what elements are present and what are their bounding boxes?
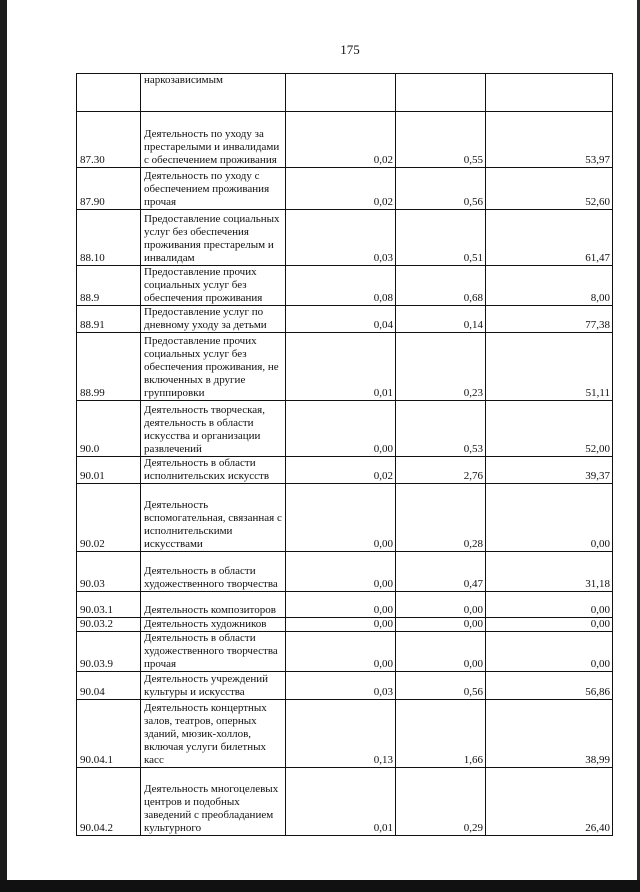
- value-col-3: 0,00: [486, 632, 613, 672]
- table-row: [77, 333, 613, 401]
- value-col-1: 0,13: [286, 700, 396, 768]
- activity-description: Предоставление прочих социальных услуг без обеспечения проживания: [141, 266, 286, 306]
- activity-description: Предоставление социальных услуг без обеспечения проживания престарелым и инвалидам: [141, 210, 286, 266]
- value-col-2: 0,28: [396, 484, 486, 552]
- value-col-2: 0,56: [396, 672, 486, 700]
- value-col-3: 26,40: [486, 768, 613, 836]
- activity-description: Деятельность многоцелевых центров и подобных заведений с преобладанием культурного: [141, 768, 286, 836]
- value-col-1: [286, 74, 396, 112]
- value-col-3: 52,00: [486, 401, 613, 457]
- value-col-2: 0,68: [396, 266, 486, 306]
- value-col-2: 0,56: [396, 168, 486, 210]
- value-col-3: 53,97: [486, 112, 613, 168]
- activity-description: Деятельность учреждений культуры и искусства: [141, 672, 286, 700]
- value-col-3: 38,99: [486, 700, 613, 768]
- okved-code: 90.04.2: [77, 768, 141, 836]
- okved-code: 88.99: [77, 333, 141, 401]
- value-col-1: 0,00: [286, 484, 396, 552]
- okved-code: 90.0: [77, 401, 141, 457]
- value-col-2: [396, 74, 486, 112]
- activity-description: Предоставление услуг по дневному уходу за детьми: [141, 306, 286, 333]
- value-col-3: 51,11: [486, 333, 613, 401]
- value-col-3: 0,00: [486, 484, 613, 552]
- table-row: [77, 484, 613, 552]
- activity-description: Деятельность в области художественного творчества: [141, 552, 286, 592]
- table-row: [77, 768, 613, 836]
- activity-description: Деятельность творческая, деятельность в области искусства и организации развлечений: [141, 401, 286, 457]
- okved-code: 87.90: [77, 168, 141, 210]
- okved-code: 90.01: [77, 457, 141, 484]
- table-row: [77, 112, 613, 168]
- okved-code: 88.9: [77, 266, 141, 306]
- activity-description: Деятельность вспомогательная, связанная с исполнительскими искусствами: [141, 484, 286, 552]
- value-col-1: 0,03: [286, 672, 396, 700]
- activity-description: Деятельность художников: [141, 618, 286, 632]
- okved-code: 87.30: [77, 112, 141, 168]
- activity-description: Предоставление прочих социальных услуг без обеспечения проживания, не включенных в другие группировки: [141, 333, 286, 401]
- okved-table: [76, 73, 613, 836]
- value-col-2: 1,66: [396, 700, 486, 768]
- table-row: [77, 168, 613, 210]
- table-row: [77, 618, 613, 632]
- value-col-2: 0,51: [396, 210, 486, 266]
- value-col-2: 0,23: [396, 333, 486, 401]
- value-col-3: 77,38: [486, 306, 613, 333]
- table-row: [77, 74, 613, 112]
- activity-description: Деятельность по уходу с обеспечением проживания прочая: [141, 168, 286, 210]
- okved-code: 90.04.1: [77, 700, 141, 768]
- value-col-2: 2,76: [396, 457, 486, 484]
- value-col-1: 0,01: [286, 333, 396, 401]
- activity-description: Деятельность по уходу за престарелыми и инвалидами с обеспечением проживания: [141, 112, 286, 168]
- value-col-1: 0,02: [286, 112, 396, 168]
- value-col-3: 61,47: [486, 210, 613, 266]
- okved-code: 90.02: [77, 484, 141, 552]
- value-col-2: 0,00: [396, 592, 486, 618]
- scan-edge-left: [0, 0, 7, 892]
- value-col-3: 8,00: [486, 266, 613, 306]
- value-col-1: 0,00: [286, 632, 396, 672]
- okved-code: 90.03.9: [77, 632, 141, 672]
- table-body: [77, 74, 613, 836]
- value-col-3: 31,18: [486, 552, 613, 592]
- okved-code: 90.03.1: [77, 592, 141, 618]
- table-row: [77, 552, 613, 592]
- value-col-1: 0,02: [286, 457, 396, 484]
- table-row: [77, 401, 613, 457]
- value-col-3: [486, 74, 613, 112]
- value-col-2: 0,29: [396, 768, 486, 836]
- okved-code: [77, 74, 141, 112]
- value-col-1: 0,00: [286, 592, 396, 618]
- value-col-1: 0,04: [286, 306, 396, 333]
- value-col-1: 0,00: [286, 552, 396, 592]
- scan-edge-bottom: [0, 880, 640, 892]
- value-col-2: 0,55: [396, 112, 486, 168]
- table-row: [77, 210, 613, 266]
- value-col-3: 56,86: [486, 672, 613, 700]
- activity-description: Деятельность в области исполнительских искусств: [141, 457, 286, 484]
- value-col-1: 0,00: [286, 618, 396, 632]
- value-col-2: 0,53: [396, 401, 486, 457]
- table-row: [77, 306, 613, 333]
- table-row: [77, 457, 613, 484]
- value-col-2: 0,14: [396, 306, 486, 333]
- okved-code: 90.03.2: [77, 618, 141, 632]
- activity-description: Деятельность композиторов: [141, 592, 286, 618]
- value-col-1: 0,03: [286, 210, 396, 266]
- value-col-3: 0,00: [486, 618, 613, 632]
- okved-code: 88.10: [77, 210, 141, 266]
- table-row: [77, 700, 613, 768]
- okved-code: 90.04: [77, 672, 141, 700]
- value-col-1: 0,01: [286, 768, 396, 836]
- okved-code: 88.91: [77, 306, 141, 333]
- value-col-3: 52,60: [486, 168, 613, 210]
- table-row: [77, 632, 613, 672]
- table-row: [77, 672, 613, 700]
- value-col-3: 0,00: [486, 592, 613, 618]
- okved-code: 90.03: [77, 552, 141, 592]
- table-row: [77, 592, 613, 618]
- value-col-3: 39,37: [486, 457, 613, 484]
- value-col-2: 0,00: [396, 632, 486, 672]
- activity-description: Деятельность в области художественного творчества прочая: [141, 632, 286, 672]
- value-col-2: 0,47: [396, 552, 486, 592]
- value-col-2: 0,00: [396, 618, 486, 632]
- value-col-1: 0,08: [286, 266, 396, 306]
- value-col-1: 0,02: [286, 168, 396, 210]
- page-number: 175: [340, 42, 360, 57]
- value-col-1: 0,00: [286, 401, 396, 457]
- table-row: [77, 266, 613, 306]
- activity-description: наркозависимым: [141, 74, 286, 112]
- activity-description: Деятельность концертных залов, театров, оперных зданий, мюзик-холлов, включая услуги билетных касс: [141, 700, 286, 768]
